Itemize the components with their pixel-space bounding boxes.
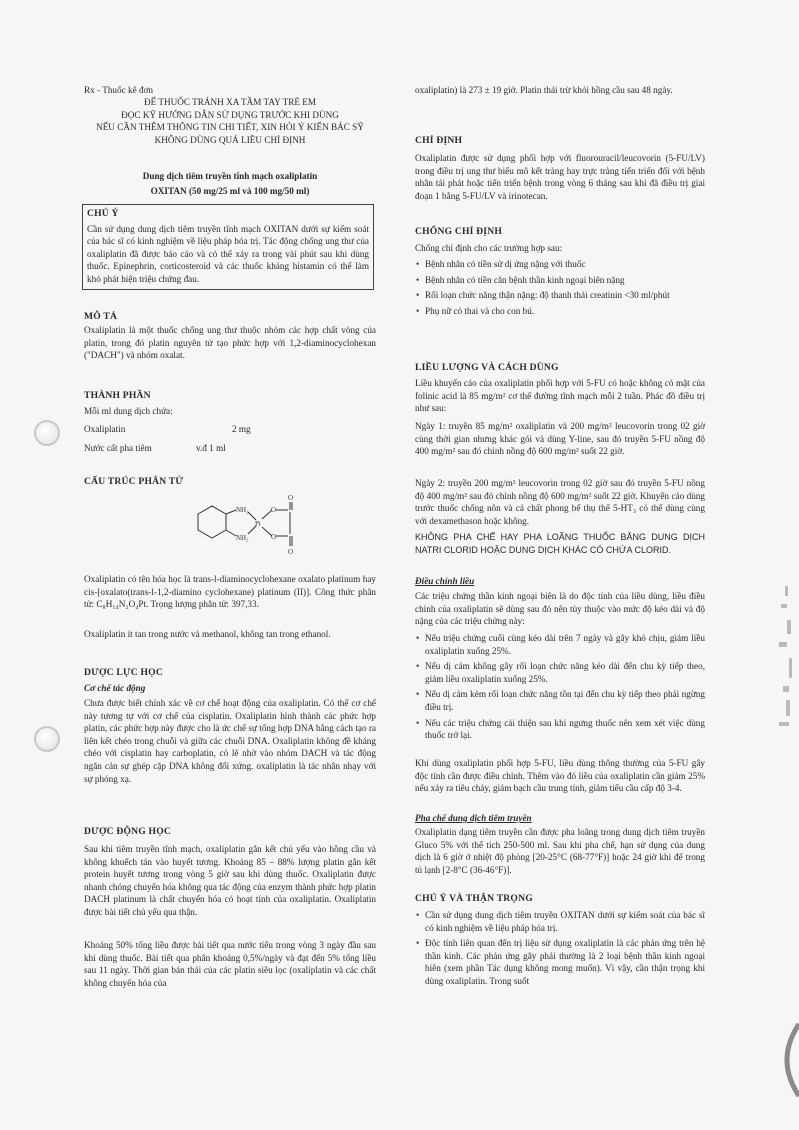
warning-line: ĐỌC KỸ HƯỚNG DẪN SỬ DỤNG TRƯỚC KHI DÙNG: [121, 109, 339, 120]
dosage-title: LIỀU LƯỢNG VÀ CÁCH DÙNG: [415, 362, 559, 373]
ingredient-name: Oxaliplatin: [84, 424, 126, 434]
pt-label: Pt: [255, 520, 261, 528]
dose-adjust-text: Khi dùng oxaliplatin phối hợp 5-FU, liều dùng thông thường của 5-FU gây độc tính cần được điều chỉnh. Thêm vào đó liều của oxaliplatin cần giảm 25% nếu xảy ra tiêu chảy, giảm bạch cầu trung tính, giảm tiểu cầu cấp độ 3-4.: [415, 758, 705, 794]
list-item: • Nếu các triệu chứng cải thiện sau khi ngưng thuốc nên xem xét việc dùng thuốc trở lại.: [415, 717, 705, 742]
pharmacodynamics-title: DƯỢC LỰC HỌC: [84, 667, 163, 678]
structure-title: CẤU TRÚC PHÂN TỬ: [84, 476, 184, 487]
precautions-list: [415, 909, 705, 991]
dose-adjust-list: [415, 632, 705, 745]
indications-title: CHỈ ĐỊNH: [415, 135, 463, 146]
dosage-day1: Ngày 1: truyền 85 mg/m² oxaliplatin và 200 mg/m² leucovorin trong 02 giờ cùng thời gian nhưng khác gói và dùng Y-line, sau đó truyền 5-FU nồng độ 400 mg/m² sau đó chỉnh nồng độ 600 mg/m² suốt 22 giờ.: [415, 421, 705, 457]
solubility-text: Oxaliplatin ít tan trong nước và methanol, không tan trong ethanol.: [84, 629, 331, 639]
list-item: • Cần sử dụng dung dịch tiêm truyền OXITAN dưới sự kiểm soát của bác sĩ có kinh nghiệm về liệu pháp hóa trị.: [415, 909, 705, 934]
list-item: • Bệnh nhân có tiền sử dị ứng nặng với thuốc: [415, 258, 705, 271]
description-title: MÔ TẢ: [84, 311, 118, 322]
rx-label: Rx - Thuốc kê đơn: [84, 85, 153, 95]
caution-box: [82, 204, 374, 290]
composition-table: [84, 423, 376, 454]
composition-intro: Mỗi ml dung dịch chứa:: [84, 406, 173, 416]
list-item: • Nếu dị cảm không gây rối loạn chức năng kéo dài đến chu kỳ tiếp theo, giảm liều oxaliplatin xuống 25%.: [415, 660, 705, 685]
nh2-top-label: NH₂: [236, 506, 249, 514]
structure-text: Oxaliplatin có tên hóa học là trans-l-diaminocyclohexane oxalato platinum hay cis-[oxalato(trans-l-1,2-diamino cyclohexane) platinum (II)]. Công thức phân tử: C₈H₁₄N₂O₄Pt. Trọng lượng phân tử: 397,33.: [84, 574, 376, 610]
dilution-text: Oxaliplatin dạng tiêm truyền cần được pha loãng trong dung dịch tiêm truyền Gluco 5% với thể tích 250-500 ml. Sau khi pha chế, hạn sử dụng của dung dịch là 6 giờ ở nhiệt độ phòng [20-25°C (68-77°F)] hoặc 24 giờ khi để trong tủ lạnh [2-8°C (36-46°F)].: [415, 827, 705, 875]
pharmacodynamics-text: Chưa được biết chính xác về cơ chế hoạt động của oxaliplatin. Có thể cơ chế này tương tự với cơ chế của cisplatin. Oxaliplatin hình thành các phức hợp platin, các phức hợp này được cho là ức chế sự tổng hợp DNA bằng cách tạo ra liên kết chéo trong chuỗi và giữa các chuỗi DNA. Oxaliplatin không đề kháng chéo với cisplatin hay carboplatin, có lẽ nhờ vào nhóm DACH và tác động ngăn cản sự ghép cặp DNA không đối xứng. oxaliplatin là tác nhân nhạy với sự phóng xạ.: [84, 698, 376, 784]
indications-text: Oxaliplatin được sử dụng phối hợp với fluorouracil/leucovorin (5-FU/LV) trong điều trị ung thư biểu mô kết tràng hay trực tràng tiến triển đối với bệnh nhân tái phát hoặc tiến triển bệnh trong vòng 6 tháng sau khi đã điều trị giai đoạn 1 bằng 5-FU/LV và irinotecan.: [415, 153, 705, 201]
contraindications-list: [415, 258, 705, 320]
warning-line: KHÔNG DÙNG QUÁ LIỀU CHỈ ĐỊNH: [154, 134, 306, 145]
dosage-day2: Ngày 2: truyền 200 mg/m² leucovorin trong 02 giờ sau đó truyền 5-FU nồng độ 400 mg/m² sau đó chỉnh nồng độ 600 mg/m² suốt 22 giờ. Khuyến cáo dùng trước thuốc chống nôn và cả chất phong bế thụ thể 5-HT₃ có thể dùng cùng với dexamethason hoặc không.: [415, 478, 705, 526]
warning-line: NẾU CẦN THÊM THÔNG TIN CHI TIẾT, XIN HỎI Ý KIẾN BÁC SỸ: [96, 122, 364, 133]
ingredient-value: v.đ 1 ml: [196, 442, 226, 453]
contraindications-title: CHỐNG CHỈ ĐỊNH: [415, 226, 503, 237]
oxygen-label: O: [288, 548, 294, 556]
composition-title: THÀNH PHẦN: [84, 390, 151, 401]
pharmacokinetics-text: Sau khi tiêm truyền tĩnh mạch, oxaliplatin gắn kết chủ yếu vào hồng cầu và không khuếch tán vào huyết tương. Khoảng 85 – 88% lượng platin gắn kết protein huyết tương trong vòng 5 giờ sau khi dùng thuốc. Oxaliplatin được nhanh chóng chuyển hóa không qua tác động của enzym thành phức hợp platin DACH platinum là chất chuyển hóa có hoạt tính của oxaliplatin. Oxaliplatin được bài tiết chủ yếu qua thận.: [84, 844, 376, 917]
scan-smudge: [759, 580, 799, 740]
composition-row: [84, 442, 376, 455]
description-text: Oxaliplatin là một thuốc chống ung thư thuộc nhóm các hợp chất vòng của platin, trong đó platin nguyên tử tạo phức hợp với 1,2-diaminocyclohexan ("DACH") và nhóm oxalat.: [84, 325, 376, 361]
oxygen-label: O: [271, 533, 277, 541]
dilution-title: Pha chế dung dịch tiêm truyền: [415, 813, 532, 823]
punch-hole-bottom: [34, 726, 60, 752]
dilution-warning: KHÔNG PHA CHẾ HAY PHA LOÃNG THUỐC BẰNG DUNG DỊCH NATRI CLORID HOẶC DUNG DỊCH KHÁC CÓ CHỨA CLORID.: [415, 532, 705, 555]
precautions-title: CHÚ Ý VÀ THẬN TRỌNG: [415, 893, 533, 904]
pharmacokinetics-text-2: Khoảng 50% tổng liều được bài tiết qua nước tiểu trong vòng 3 ngày đầu sau khi dùng thuốc. Bài tiết qua phân khoảng 0,5%/ngày và đạt đến 5% tổng liều sau 11 ngày. Thời gian bán thải của các platin siêu lọc (oxaliplatin và các chất không chuyển hóa của: [84, 940, 376, 988]
dose-adjust-intro: Các triệu chứng thần kinh ngoại biên là do độc tính của liều dùng, liều điều chỉnh của oxaliplatin sẽ dùng sau đó nên tùy thuộc vào mức độ kéo dài và độ nặng của các triệu chứng này:: [415, 591, 705, 627]
pharmacokinetics-continued: oxaliplatin) là 273 ± 19 giờ. Platin thải trừ khỏi hồng cầu sau 48 ngày.: [415, 85, 673, 95]
ingredient-value: 2 mg: [232, 424, 251, 434]
oxygen-label: O: [271, 506, 277, 514]
dosage-intro: Liều khuyến cáo của oxaliplatin phối hợp với 5-FU có hoặc không có mặt của folinic acid là 85 mg/m² cơ thể đường tĩnh mạch mỗi 2 tuần. Phác đồ điều trị như sau:: [415, 378, 705, 414]
product-strength: OXITAN (50 mg/25 ml và 100 mg/50 ml): [150, 186, 310, 196]
pharmacokinetics-title: DƯỢC ĐỘNG HỌC: [84, 826, 171, 837]
molecular-structure: [184, 492, 324, 560]
scan-smudge: [769, 1020, 799, 1100]
list-item: • Rối loạn chức năng thận nặng: độ thanh thải creatinin <30 ml/phút: [415, 289, 705, 302]
punch-hole-top: [34, 420, 60, 446]
mechanism-subtitle: Cơ chế tác động: [84, 683, 146, 693]
caution-text: Cần sử dụng dung dịch tiêm truyền tĩnh mạch OXITAN dưới sự kiểm soát của bác sĩ có kinh nghiệm về liệu pháp hóa trị. Tác động chống ung thư của oxaliplatin đã được báo cáo và có thể xảy ra trong vài phút sau khi dùng thuốc. Epinephrin, corticosteroid và các thuốc kháng histamin có thể làm khó phát hiện triệu chứng đau.: [87, 223, 369, 284]
product-name: Dung dịch tiêm truyền tĩnh mạch oxaliplatin: [142, 171, 318, 181]
nh2-bottom-label: NH₂: [236, 534, 249, 542]
contraindications-intro: Chống chỉ định cho các trường hợp sau:: [415, 243, 563, 253]
list-item: • Phụ nữ có thai và cho con bú.: [415, 305, 705, 318]
list-item: • Bệnh nhân có tiền căn bệnh thần kinh ngoại biên nặng: [415, 274, 705, 287]
list-item: • Nếu triệu chứng cuối cùng kéo dài trên 7 ngày và gây khó chịu, giảm liều oxaliplatin xuống 25%.: [415, 632, 705, 657]
dose-adjust-title: Điều chỉnh liều: [415, 576, 475, 586]
cyclohexane-ring: [198, 506, 226, 538]
ingredient-name: Nước cất pha tiêm: [84, 442, 152, 453]
list-item: • Độc tính liên quan đến trị liệu sử dụng oxaliplatin là các phản ứng trên hệ thần kinh. Các phản ứng gây phải thường là 2 loại bệnh thần kinh ngoại biên (xem phần Tác dụng không mong muốn). Vì vậy, cần thận trọng khi dùng oxaliplatin. Trong suốt: [415, 937, 705, 987]
oxygen-label: O: [288, 494, 294, 502]
warning-block: [84, 96, 376, 146]
list-item: • Nếu dị cảm kèm rối loạn chức năng tồn tại đến chu kỳ tiếp theo phải ngừng điều trị.: [415, 688, 705, 713]
caution-title: CHÚ Ý: [87, 208, 119, 219]
composition-row: [84, 423, 376, 436]
warning-line: ĐỂ THUỐC TRÁNH XA TẦM TAY TRẺ EM: [143, 97, 317, 107]
